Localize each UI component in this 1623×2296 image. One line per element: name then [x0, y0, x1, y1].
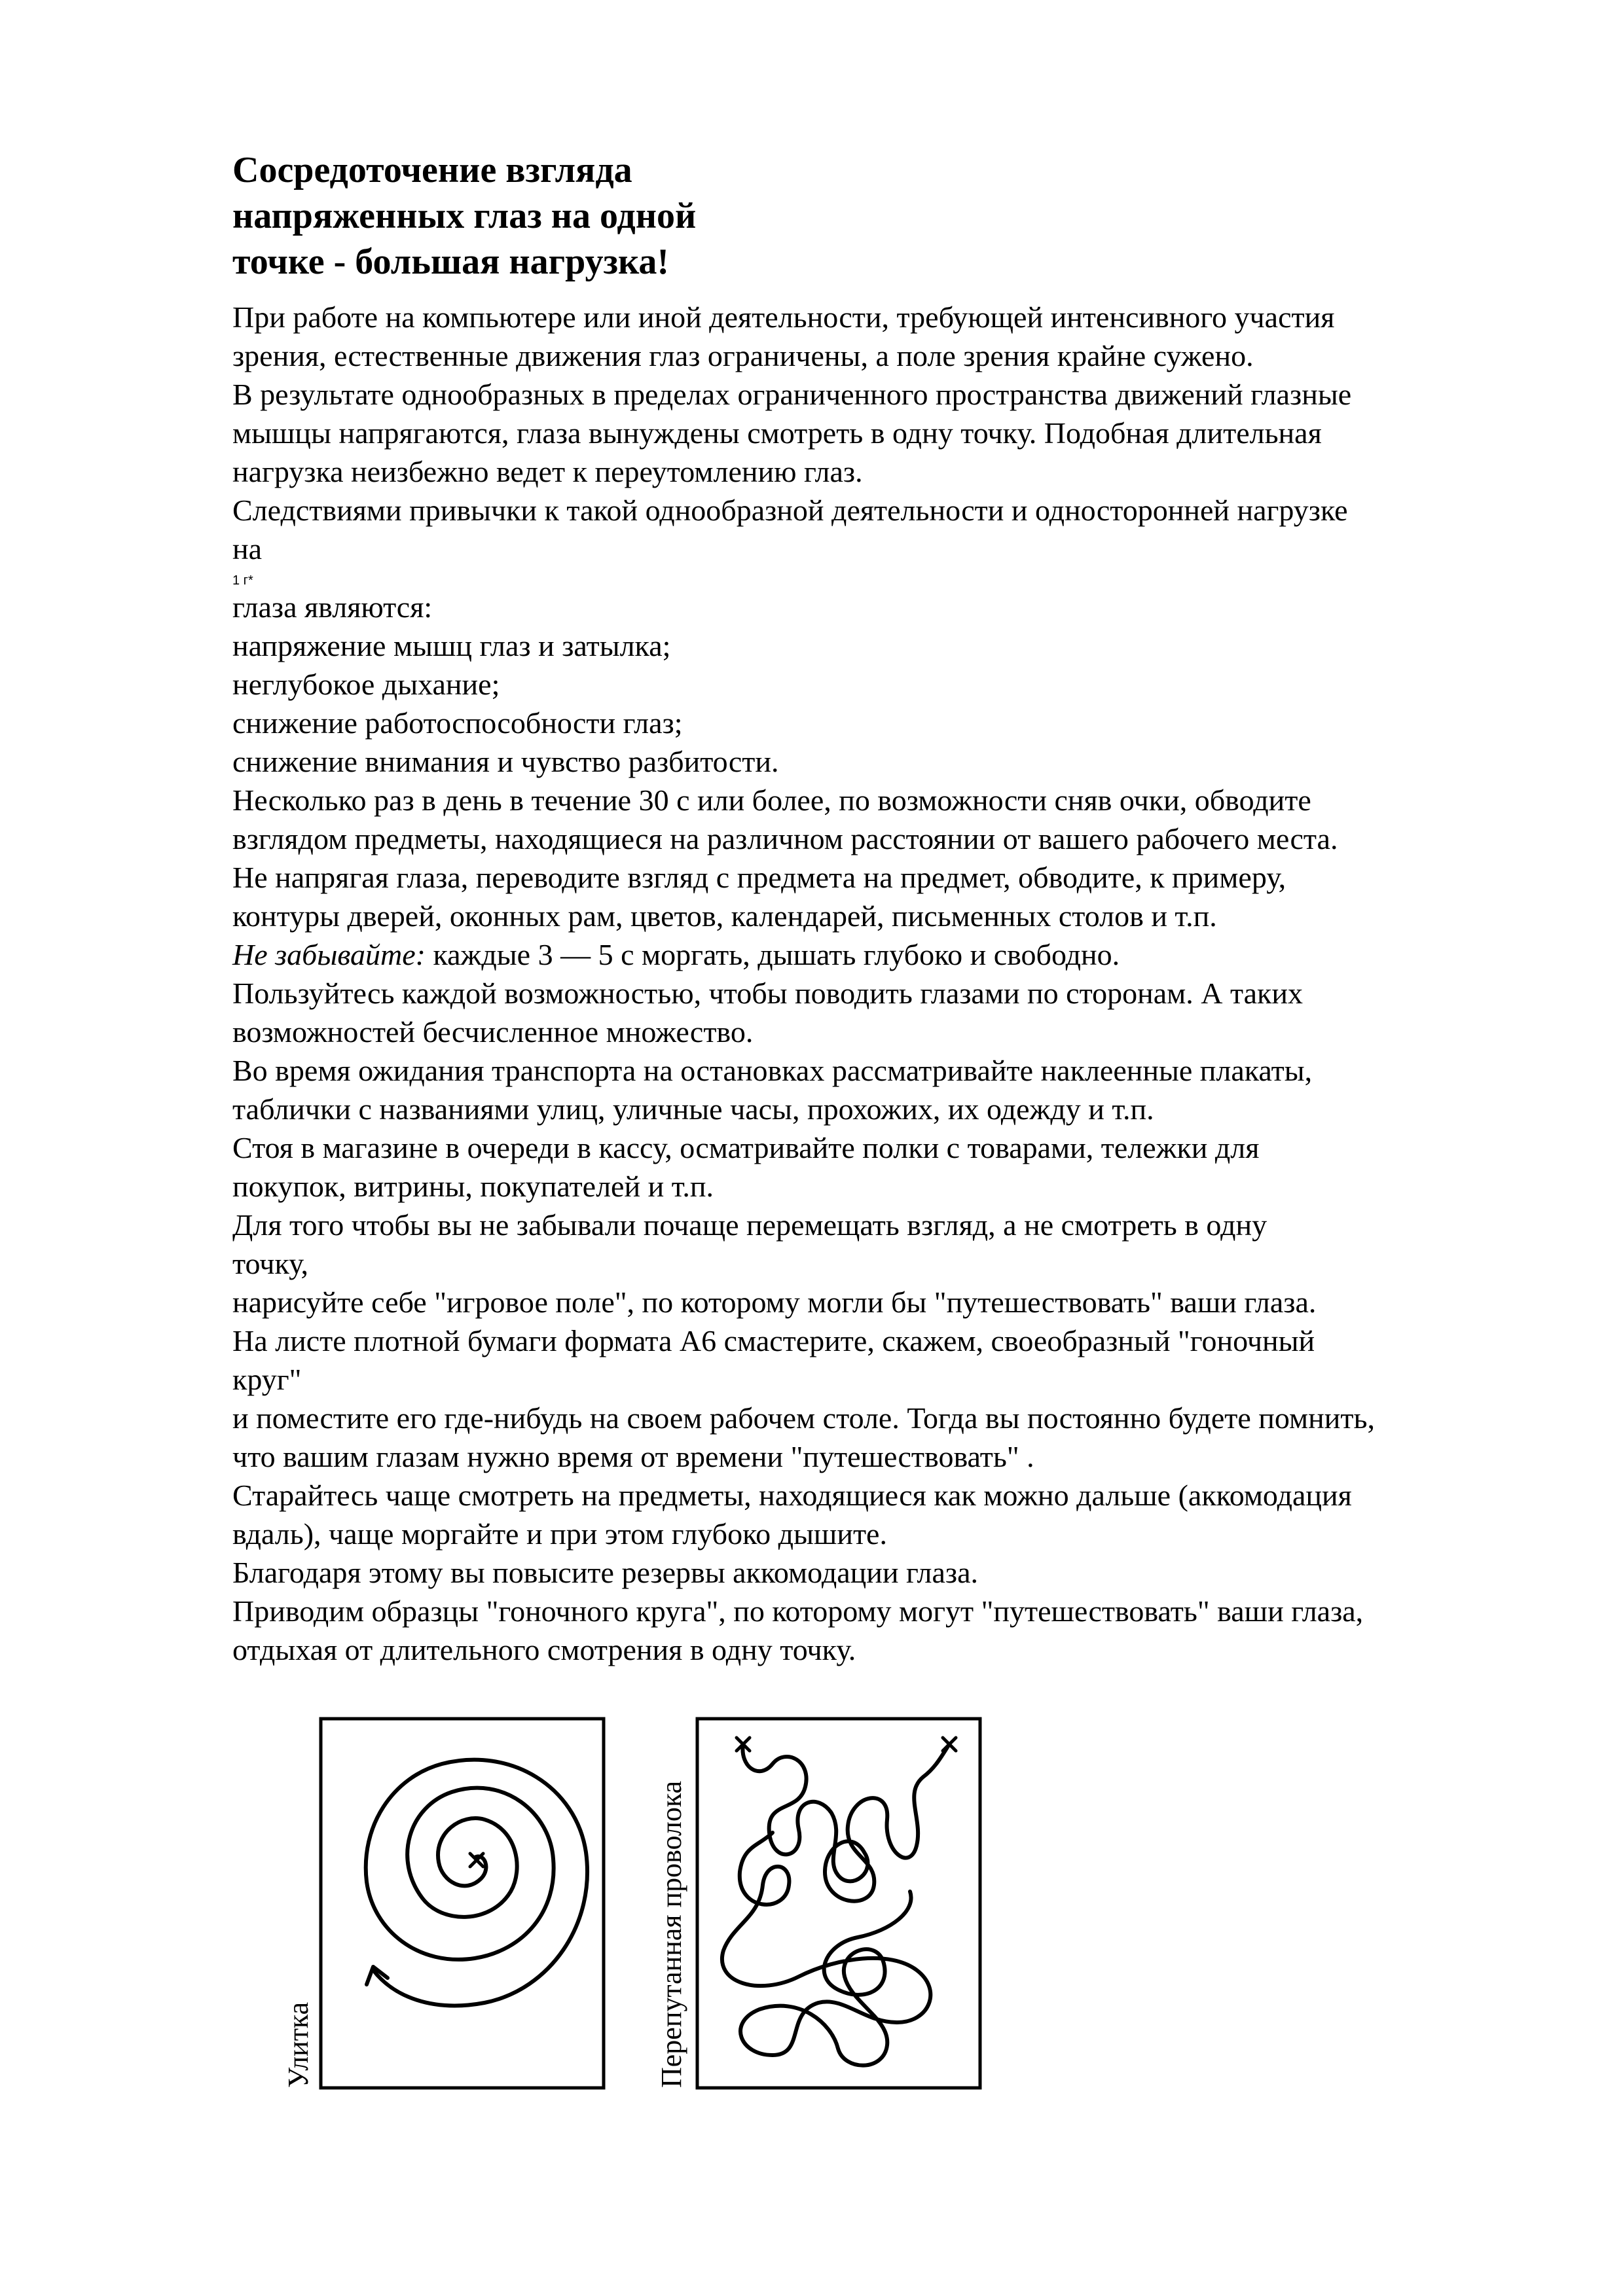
text-line: что вашим глазам нужно время от времени "путешествовать" .	[232, 1440, 1034, 1473]
text-line: Благодаря этому вы повысите резервы аккомодации глаза.	[232, 1556, 978, 1589]
page-title	[232, 147, 1084, 285]
snail-spiral	[366, 1760, 587, 2006]
reminder-label: Не забывайте:	[232, 938, 426, 971]
text-line: Не напрягая глаза, переводите взгляд с предмета на предмет, обводите, к примеру,	[232, 861, 1286, 894]
title-line-1: Сосредоточение взгляда	[232, 150, 632, 190]
text-line: и поместите его где-нибудь на своем рабочем столе. Тогда вы постоянно будете помнить,	[232, 1401, 1375, 1435]
text-line: на	[232, 532, 263, 565]
snail-caption: Улитка	[282, 2001, 314, 2088]
body-text	[232, 298, 1542, 1669]
snail-figure	[262, 1715, 995, 2094]
text-line: глаза являются:	[232, 590, 433, 624]
text-line: взглядом предметы, находящиеся на различном расстоянии от вашего рабочего места.	[232, 822, 1338, 855]
text-line: контуры дверей, оконных рам, цветов, календарей, письменных столов и т.п.	[232, 899, 1217, 933]
text-line: возможностей бесчисленное множество.	[232, 1015, 754, 1049]
text-line: Для того чтобы вы не забывали почаще перемещать взгляд, а не смотреть в одну	[232, 1208, 1267, 1242]
wire-end-cross	[943, 1738, 956, 1751]
text-line: снижение работоспособности глаз;	[232, 706, 683, 740]
reminder-text: каждые 3 — 5 с моргать, дышать глубоко и свободно.	[425, 938, 1120, 971]
text-line: таблички с названиями улиц, уличные часы, прохожих, их одежду и т.п.	[232, 1092, 1154, 1126]
text-line: отдыхая от длительного смотрения в одну точку.	[232, 1633, 856, 1666]
text-line: неглубокое дыхание;	[232, 668, 500, 701]
text-line: Приводим образцы "гоночного круга", по которому могут "путешествовать" ваши глаза,	[232, 1594, 1364, 1628]
text-line: Стоя в магазине в очереди в кассу, осматривайте полки с товарами, тележки для	[232, 1131, 1260, 1164]
text-line: На листе плотной бумаги формата А6 смастерите, скажем, своеобразный "гоночный	[232, 1324, 1315, 1357]
text-line: В результате однообразных в пределах ограниченного пространства движений глазные	[232, 378, 1352, 411]
text-line: Старайтесь чаще смотреть на предметы, находящиеся как можно дальше (аккомодация	[232, 1479, 1352, 1512]
text-line: Несколько раз в день в течение 30 с или более, по возможности сняв очки, обводите	[232, 783, 1311, 817]
footnote-mark: 1 г*	[232, 573, 253, 588]
text-line: покупок, витрины, покупателей и т.п.	[232, 1170, 714, 1203]
text-line: точку,	[232, 1247, 309, 1280]
text-line: нарисуйте себе "игровое поле", по которому могли бы "путешествовать" ваши глаза.	[232, 1285, 1317, 1319]
text-line: нагрузка неизбежно ведет к переутомлению глаз.	[232, 455, 863, 488]
wire-caption: Перепутанная проволока	[655, 1780, 687, 2088]
text-line: Во время ожидания транспорта на остановках рассматривайте наклеенные плакаты,	[232, 1054, 1313, 1087]
text-line: напряжение мышц глаз и затылка;	[232, 629, 671, 662]
text-line: зрения, естественные движения глаз ограничены, а поле зрения крайне сужено.	[232, 339, 1254, 372]
text-line: круг"	[232, 1363, 302, 1396]
text-line: При работе на компьютере или иной деятельности, требующей интенсивного участия	[232, 300, 1335, 334]
title-line-2: напряженных глаз на одной	[232, 196, 697, 236]
text-line: мышцы напрягаются, глаза вынуждены смотреть в одну точку. Подобная длительная	[232, 416, 1322, 450]
wire-line	[722, 1744, 949, 2066]
snail-frame	[321, 1719, 604, 2088]
text-line: Следствиями привычки к такой однообразной деятельности и односторонней нагрузке	[232, 493, 1348, 527]
figures	[262, 1715, 995, 2094]
reminder-line	[232, 935, 1542, 974]
title-line-3: точке - большая нагрузка!	[232, 242, 670, 282]
text-line: снижение внимания и чувство разбитости.	[232, 745, 779, 778]
text-line: Пользуйтесь каждой возможностью, чтобы поводить глазами по сторонам. А таких	[232, 977, 1303, 1010]
text-line: вдаль), чаще моргайте и при этом глубоко дышите.	[232, 1517, 887, 1551]
